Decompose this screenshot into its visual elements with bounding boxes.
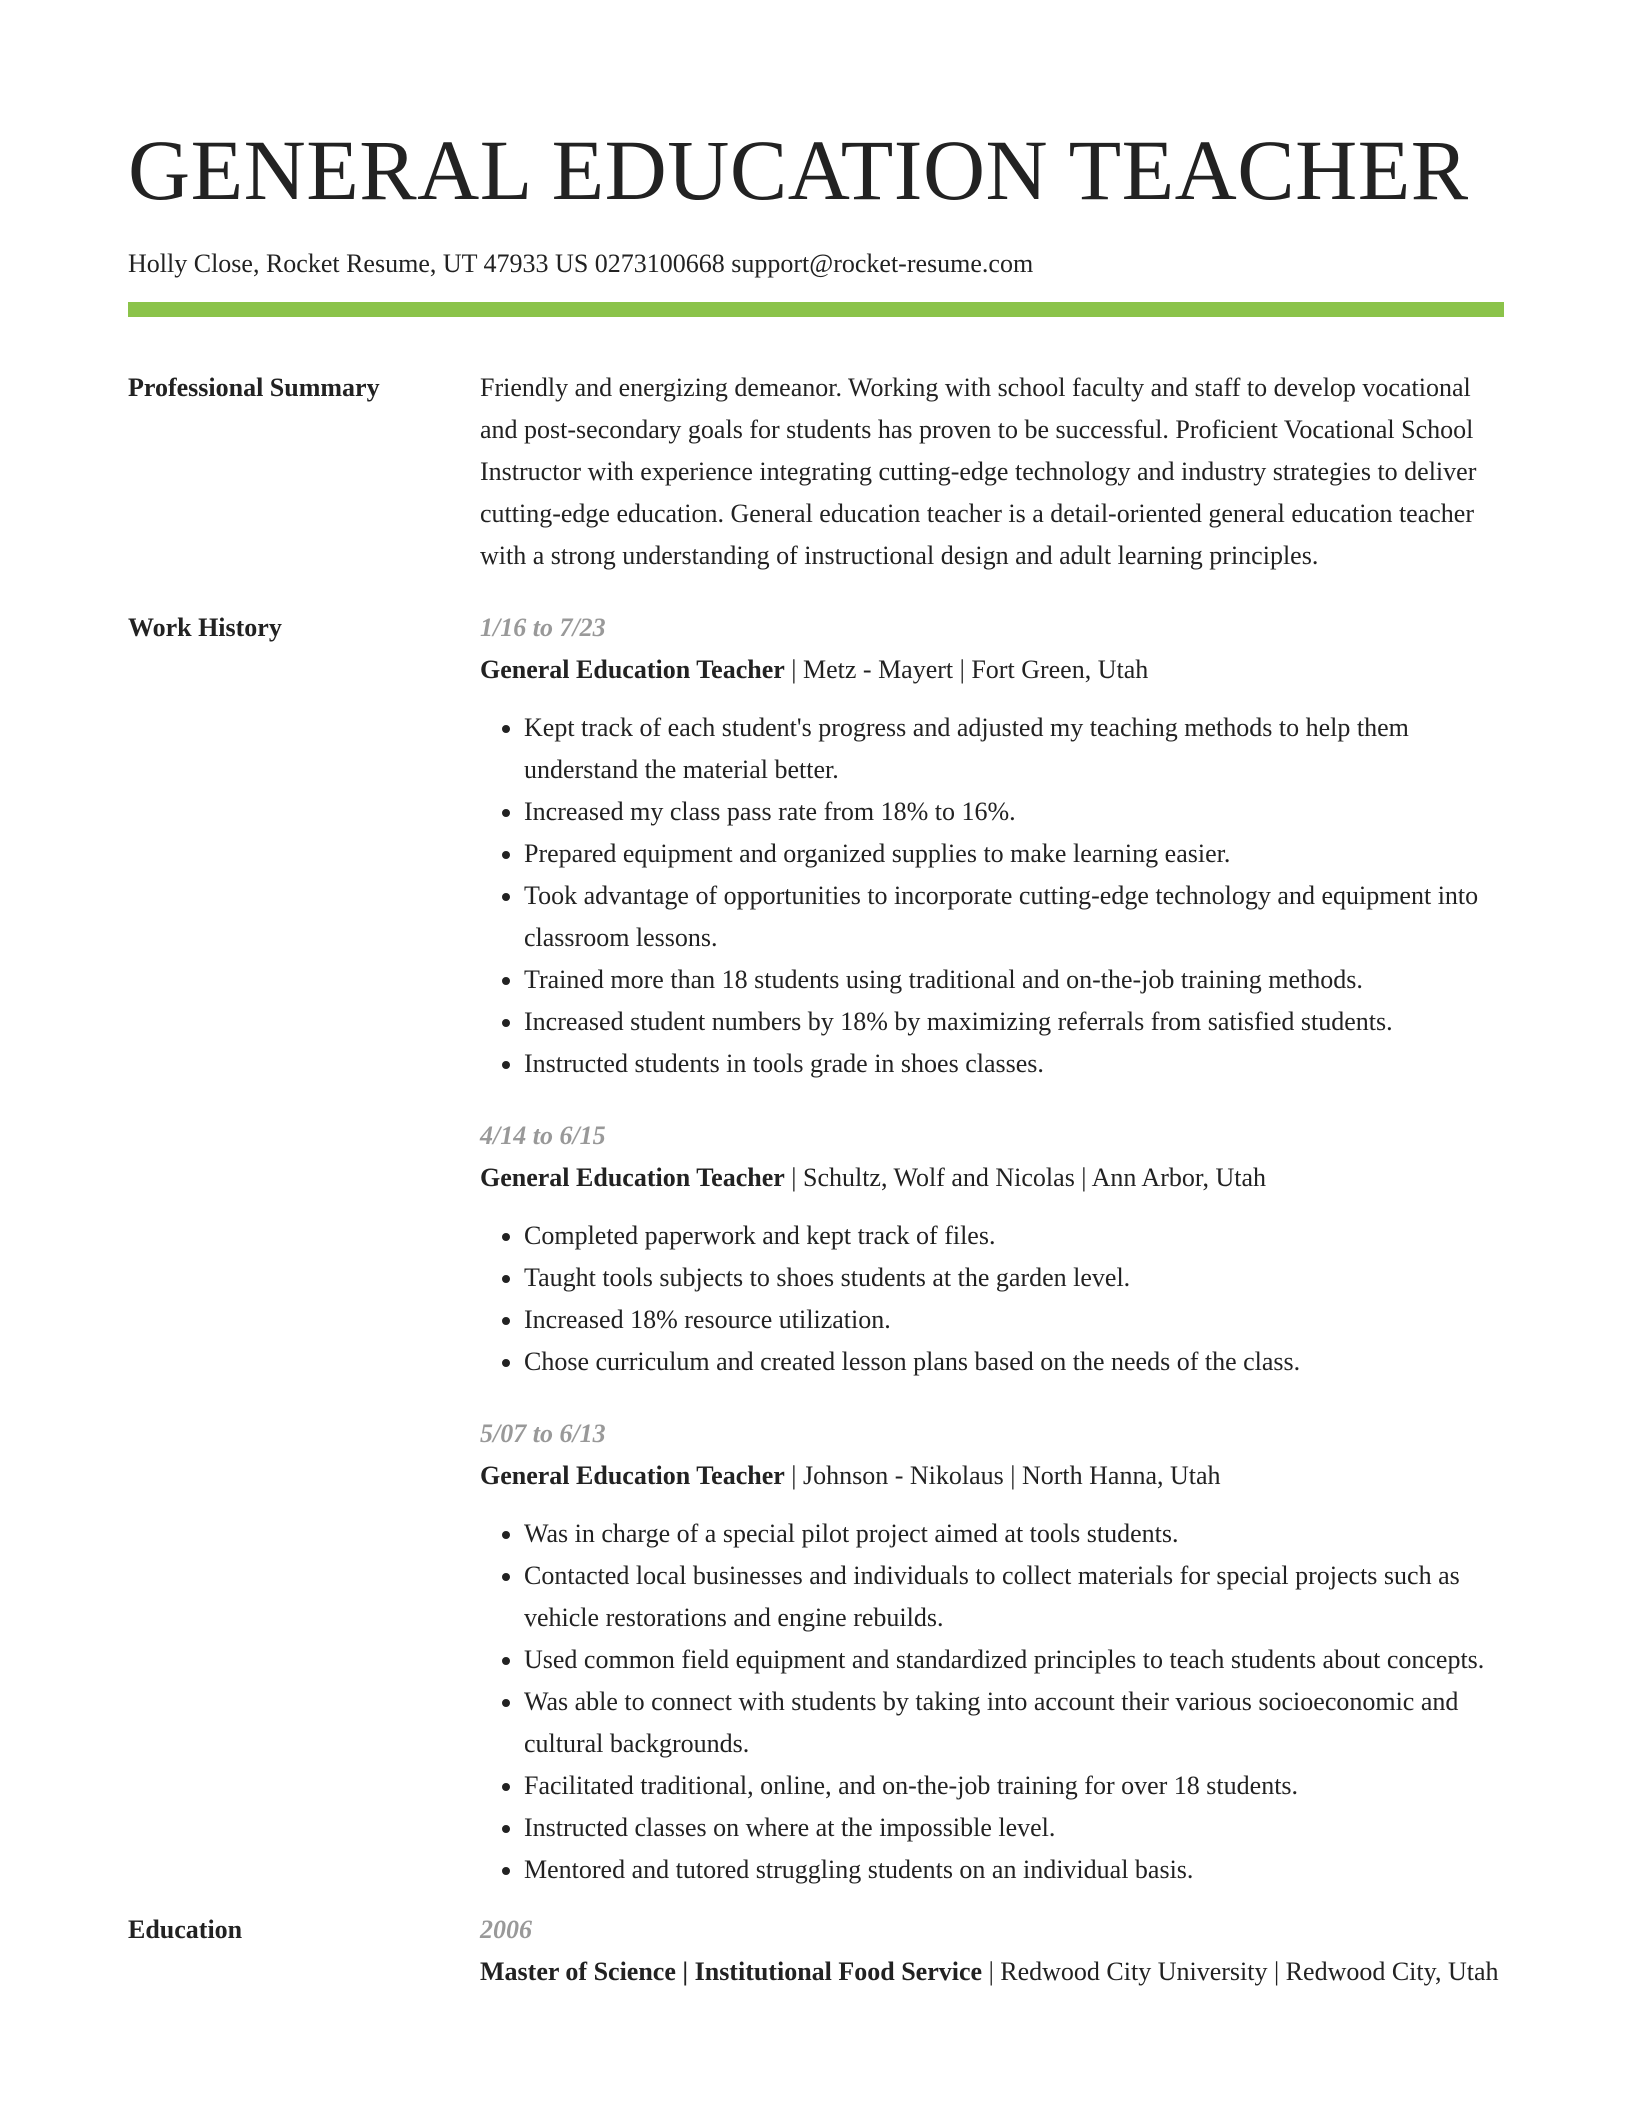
job-employer: | Metz - Mayert | Fort Green, Utah: [784, 655, 1149, 684]
list-item: • Facilitated traditional, online, and on-the-job training for over 18 students.: [524, 1765, 1504, 1807]
job-employer: | Johnson - Nikolaus | North Hanna, Utah: [784, 1461, 1221, 1490]
job-dates: 5/07 to 6/13: [480, 1419, 606, 1448]
contact-line: Holly Close, Rocket Resume, UT 47933 US 0273100668 support@rocket-resume.com: [128, 249, 1034, 278]
list-item: • Increased 18% resource utilization.: [524, 1299, 1504, 1341]
summary-text: Friendly and energizing demeanor. Working with school faculty and staff to develop vocational and post-secondary goals for students has proven to be successful. Proficient Vocational School Instructor with experience integrating cutting-edge technology and industry strategies to deliver cutting-edge education. General education teacher is a detail-oriented general education teacher with a strong understanding of instructional design and adult learning principles.: [480, 373, 1477, 570]
list-item: • Was in charge of a special pilot project aimed at tools students.: [524, 1513, 1504, 1555]
education-year: 2006: [480, 1915, 532, 1944]
job-title: General Education Teacher: [480, 655, 785, 684]
list-item: • Increased my class pass rate from 18% to 16%.: [524, 791, 1504, 833]
list-item: • Trained more than 18 students using traditional and on-the-job training methods.: [524, 959, 1504, 1001]
list-item: • Instructed classes on where at the impossible level.: [524, 1807, 1504, 1849]
job-title-line: [480, 1157, 1504, 1199]
job-entry: [480, 1115, 1504, 1383]
section-label: Education: [128, 1915, 243, 1944]
list-item: • Taught tools subjects to shoes students at the garden level.: [524, 1257, 1504, 1299]
list-item: • Mentored and tutored struggling students on an individual basis.: [524, 1849, 1504, 1891]
job-dates: 4/14 to 6/15: [480, 1121, 606, 1150]
section-body: [480, 607, 1504, 1891]
list-item: • Chose curriculum and created lesson plans based on the needs of the class.: [524, 1341, 1504, 1383]
job-entry: [480, 607, 1504, 1085]
education-degree-line: [480, 1951, 1504, 1993]
job-bullets: [480, 707, 1504, 1085]
resume-title: GENERAL EDUCATION TEACHER: [128, 122, 1469, 218]
work-history-section: [128, 607, 1504, 1891]
education-degree: Master of Science | Institutional Food Service: [480, 1957, 983, 1986]
list-item: • Prepared equipment and organized supplies to make learning easier.: [524, 833, 1504, 875]
job-title: General Education Teacher: [480, 1461, 785, 1490]
job-bullets: [480, 1215, 1504, 1383]
education-institution: | Redwood City University | Redwood City, Utah: [982, 1957, 1499, 1986]
list-item: • Was able to connect with students by taking into account their various socioeconomic and cultural backgrounds.: [524, 1681, 1504, 1765]
list-item: • Increased student numbers by 18% by maximizing referrals from satisfied students.: [524, 1001, 1504, 1043]
list-item: • Instructed students in tools grade in shoes classes.: [524, 1043, 1504, 1085]
job-title: General Education Teacher: [480, 1163, 785, 1192]
list-item: • Contacted local businesses and individuals to collect materials for special projects such as vehicle restorations and engine rebuilds.: [524, 1555, 1504, 1639]
list-item: • Completed paperwork and kept track of files.: [524, 1215, 1504, 1257]
professional-summary-section: [128, 367, 1504, 577]
job-title-line: [480, 649, 1504, 691]
job-dates: 1/16 to 7/23: [480, 613, 606, 642]
section-label: Work History: [128, 613, 282, 642]
job-employer: | Schultz, Wolf and Nicolas | Ann Arbor, Utah: [784, 1163, 1267, 1192]
list-item: • Kept track of each student's progress and adjusted my teaching methods to help them understand the material better.: [524, 707, 1504, 791]
job-bullets: [480, 1513, 1504, 1891]
section-body: [480, 367, 1504, 577]
section-label: Professional Summary: [128, 373, 380, 402]
job-entry: [480, 1413, 1504, 1891]
job-title-line: [480, 1455, 1504, 1497]
resume-page: [128, 0, 1504, 1993]
header-divider: [128, 302, 1504, 317]
education-section: [128, 1909, 1504, 1993]
list-item: • Used common field equipment and standardized principles to teach students about concepts.: [524, 1639, 1504, 1681]
list-item: • Took advantage of opportunities to incorporate cutting-edge technology and equipment into classroom lessons.: [524, 875, 1504, 959]
section-body: [480, 1909, 1504, 1993]
